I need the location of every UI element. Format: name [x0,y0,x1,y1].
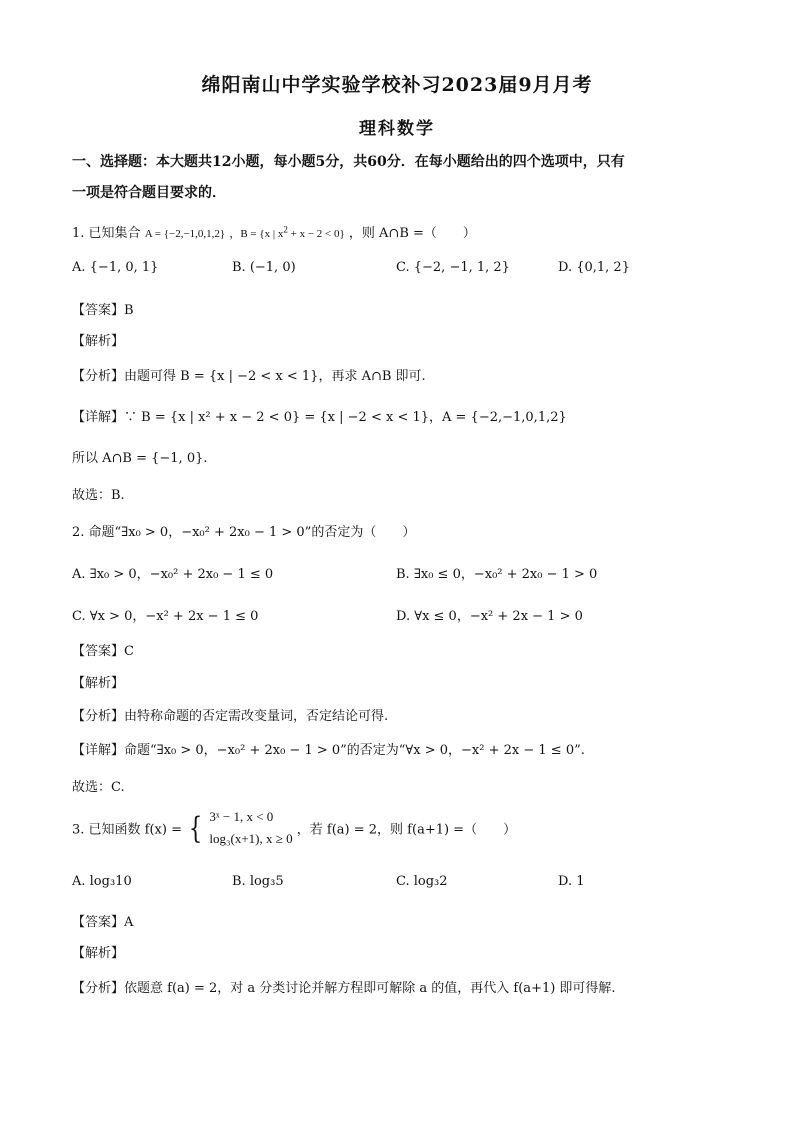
q3-stem-prefix: 3. 已知函数 f(x) = [72,822,182,838]
q3-option-d: D. 1 [558,874,585,889]
q2-option-c: C. ∀x > 0，−x² + 2x − 1 ≤ 0 [72,609,259,624]
q3-answer: 【答案】A [72,915,134,930]
q2-option-b: B. ∃x₀ ≤ 0，−x₀² + 2x₀ − 1 > 0 [396,567,598,582]
q2-jiexi: 【解析】 [72,676,125,691]
piecewise-case-1: 3ˣ − 1, x < 0 [209,809,274,824]
q1-fenxi: 【分析】由题可得 B = {x | −2 < x < 1}，再求 A∩B 即可. [72,369,426,384]
q1-stem-suffix: ，则 A∩B =（ ） [348,226,476,241]
q3-fenxi: 【分析】依题意 f(a) = 2，对 a 分类讨论并解方程即可解除 a 的值，再代入 f(a+1) 即可得解. [72,981,616,996]
q3-option-c: C. log₃2 [396,874,448,889]
q1-option-b: B. (−1, 0) [232,260,296,275]
q3-jiexi: 【解析】 [72,946,125,961]
section-heading-line2: 一项是符合题目要求的． [72,185,226,201]
q3-stem [72,806,516,850]
q1-option-a: A. {−1, 0, 1} [72,260,159,275]
q1-jiexi: 【解析】 [72,334,125,349]
q1-guxuan: 故选：B. [72,488,125,503]
q2-fenxi: 【分析】由特称命题的否定需改变量词，否定结论可得. [72,709,389,724]
section-heading-line1: 一、选择题：本大题共12小题，每小题5分，共60分．在每小题给出的四个选项中，只有 [72,154,625,170]
q2-option-a: A. ∃x₀ > 0，−x₀² + 2x₀ − 1 ≤ 0 [72,567,274,582]
q1-result: 所以 A∩B = {−1, 0}. [72,451,208,466]
page-subtitle: 理科数学 [359,119,435,139]
q2-option-d: D. ∀x ≤ 0，−x² + 2x − 1 > 0 [396,609,583,624]
q1-option-c: C. {−2, −1, 1, 2} [396,260,510,275]
q1-set-b-pre: ，B = {x | x [229,228,284,240]
q2-answer: 【答案】C [72,644,134,659]
page-title: 绵阳南山中学实验学校补习2023届9月月考 [201,74,593,96]
piecewise-cases [209,806,292,850]
q1-stem: 1. 已知集合 A = {−2,−1,0,1,2} ，B = {x | $x^2 + x - 2 < 0$} ，则 A∩B =（ ） [72,224,476,241]
piecewise-case-2: log₃(x+1), x ≥ 0 [209,831,293,846]
q3-option-a: A. log₃10 [72,874,132,889]
q1-option-d: D. {0,1, 2} [558,260,630,275]
q2-stem: 2. 命题“∃x₀ > 0，−x₀² + 2x₀ − 1 > 0”的否定为（ ） [72,525,416,540]
q1-set-b-post: + x − 2 < 0} [287,228,345,240]
q3-option-b: B. log₃5 [232,874,284,889]
q2-guxuan: 故选：C. [72,780,125,795]
q1-answer: 【答案】B [72,303,134,318]
q1-stem-prefix: 1. 已知集合 [72,226,141,241]
q1-xiangjie: 【详解】∵ B = {x | x² + x − 2 < 0} = {x | −2 < x < 1}，A = {−2,−1,0,1,2} [72,410,567,425]
piecewise-brace: { [188,810,203,846]
q2-xiangjie: 【详解】命题“∃x₀ > 0，−x₀² + 2x₀ − 1 > 0”的否定为“∀x > 0，−x² + 2x − 1 ≤ 0”. [72,743,585,758]
q3-stem-suffix: ，若 f(a) = 2，则 f(a+1) =（ ） [296,822,517,838]
q1-set-a: A = {−2,−1,0,1,2} [144,228,226,240]
